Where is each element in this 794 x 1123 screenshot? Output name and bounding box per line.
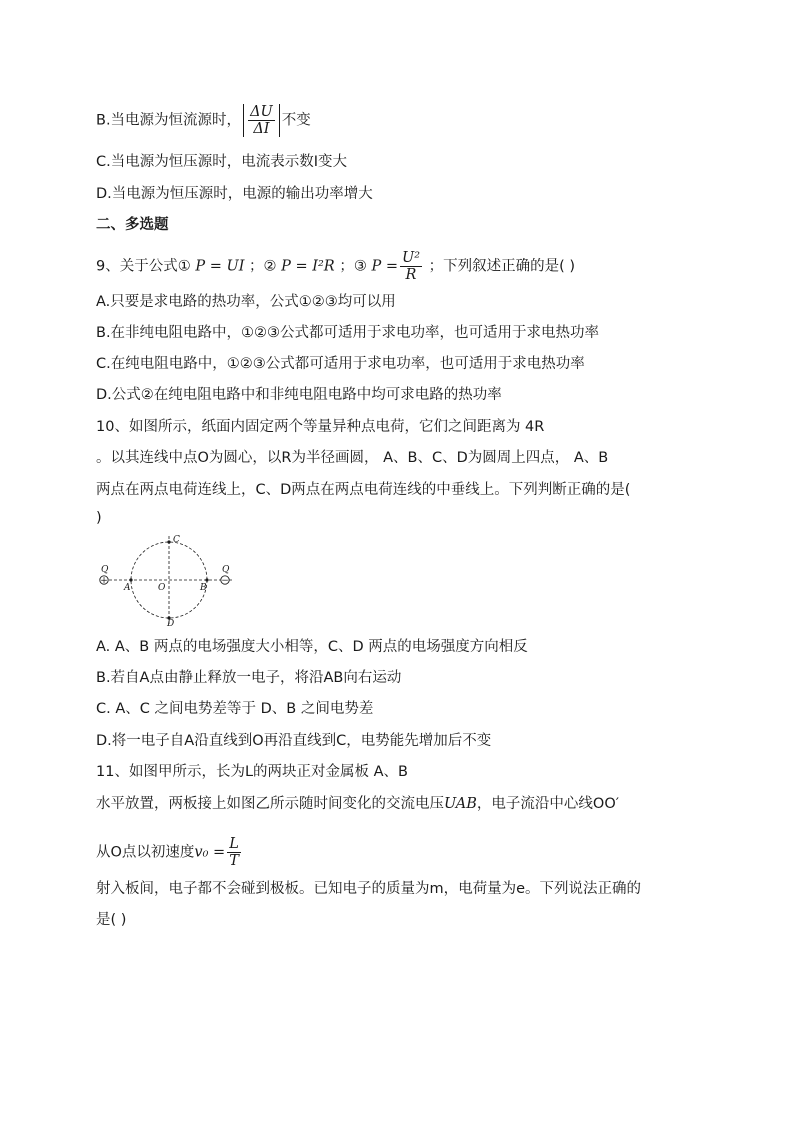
negative-sign: −: [221, 576, 229, 586]
q9-option-d: D.公式②在纯电阻电路中和非纯电阻电路中均可求电路的热功率: [96, 387, 502, 403]
label-c: C: [173, 535, 180, 545]
q10-line-3: 两点在两点电荷连线上，C、D两点在两点电荷连线的中垂线上。下列判断正确的是(: [96, 482, 631, 498]
formula-fraction: $\frac{\text{U²}}{R}$: [401, 250, 421, 283]
point-c: [167, 540, 170, 543]
label-a: A: [124, 583, 131, 593]
q11-line-1: 11、如图甲所示，长为L的两块正对金属板 A、B: [96, 764, 409, 780]
q9-stem: 9、关于公式① P = UI ；② P = I²R ；③ P = $\frac{\text{U²}}{R}$ ；下列叙述正确的是( ): [96, 250, 576, 283]
q10-line-4: ): [96, 510, 102, 526]
q10-option-d: D.将一电子自A沿直线到O再沿直线到C，电势能先增加后不变: [96, 733, 492, 749]
u-ab: UAB: [444, 796, 477, 812]
point-a: [129, 578, 132, 581]
point-b: [205, 578, 208, 581]
q11-line-5: 是( ): [96, 912, 127, 928]
q11-line-3: 从O点以初速度v₀ = $\frac{L}{T}$: [96, 836, 239, 869]
q10-option-c: C. A、C 之间电势差等于 D、B 之间电势差: [96, 701, 374, 717]
positive-sign: +: [100, 576, 108, 586]
velocity-fraction: $\frac{L}{T}$: [229, 836, 239, 869]
q11-line-4: 射入板间，电子都不会碰到极板。已知电子的质量为m，电荷量为e。下列说法正确的: [96, 881, 642, 897]
q11-line-2: 水平放置，两板接上如图乙所示随时间变化的交流电压UAB，电子流沿中心线OO′: [96, 796, 620, 812]
label-q-left: Q: [101, 565, 109, 575]
q10-figure: [94, 532, 244, 628]
label-q-right: Q: [222, 565, 230, 575]
q8-option-b: B.当电源为恒流源时， $\frac{\Delta U}{\Delta I}$ 不变: [96, 104, 311, 137]
q9-option-c: C.在纯电阻电路中，①②③公式都可适用于求电功率，也可适用于求电热功率: [96, 356, 585, 372]
q10-option-b: B.若自A点由静止释放一电子，将沿AB向右运动: [96, 670, 402, 686]
q10-option-a: A. A、B 两点的电场强度大小相等，C、D 两点的电场强度方向相反: [96, 639, 528, 655]
abs-fraction: $\frac{\Delta U}{\Delta I}$: [243, 104, 280, 137]
q10-line-1: 10、如图所示，纸面内固定两个等量异种点电荷，它们之间距离为 4R: [96, 419, 545, 435]
q8-option-d: D.当电源为恒压源时，电源的输出功率增大: [96, 186, 373, 202]
label-o: O: [158, 583, 166, 593]
q9-option-b: B.在非纯电阻电路中，①②③公式都可适用于求电功率，也可适用于求电热功率: [96, 325, 600, 341]
section-heading: 二、多选题: [96, 217, 169, 233]
q9-option-a: A.只要是求电路的热功率，公式①②③均可以用: [96, 294, 396, 310]
q10-line-2: 。以其连线中点O为圆心，以R为半径画圆， A、B、C、D为圆周上四点， A、B: [96, 450, 609, 466]
label-b: B: [200, 583, 207, 593]
label-d: D: [167, 619, 175, 628]
q8-option-c: C.当电源为恒压源时，电流表示数I变大: [96, 154, 348, 170]
